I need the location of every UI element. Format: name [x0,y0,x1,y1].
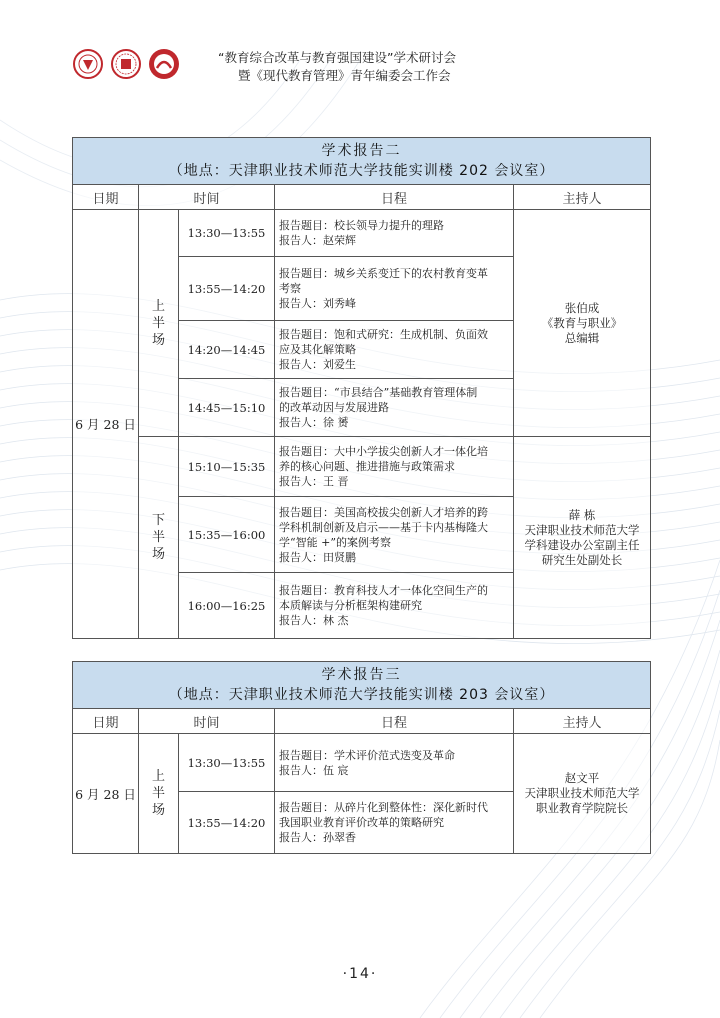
page-number: ·14· [342,966,378,982]
session-agenda [275,497,514,573]
agenda-line: 报告题目：大中小学拔尖创新人才一体化培 [279,445,488,458]
report2-title-row [73,138,651,185]
report3-title-cell [73,662,651,709]
report3-morning-label [139,734,179,854]
agenda-line: 的改革动因与发展进路 [279,401,389,414]
table-row [73,734,651,792]
session-agenda [275,792,514,854]
report2-table [72,137,651,639]
agenda-line: 报告题目：学术评价范式迭变及革命 [279,748,455,762]
host-line: 张伯成 [564,300,600,315]
report2-column-headers [73,185,651,210]
column-date: 日期 [73,709,139,734]
column-date: 日期 [73,185,139,210]
host-line: 赵文平 [564,771,600,785]
host-line: 学科建设办公室副主任 [524,537,640,552]
agenda-line: 学科机制创新及启示——基于卡内基梅隆大 [279,520,488,534]
session-time: 13:30—13:55 [179,210,275,257]
session-agenda [275,257,514,321]
agenda-line: 报告题目：美国高校拔尖创新人才培养的跨 [279,505,488,519]
session-agenda [275,437,514,497]
report2-host-morning [514,210,651,437]
session-time: 14:20—14:45 [179,321,275,379]
host-line: 天津职业技术师范大学 [524,786,640,800]
column-agenda: 日程 [275,185,514,210]
agenda-line: 报告人：刘秀峰 [279,297,356,310]
session-time: 13:55—14:20 [179,257,275,321]
agenda-line: 报告题目：饱和式研究：生成机制、负面效 [279,328,488,341]
report3-host [514,734,651,854]
session-agenda [275,379,514,437]
agenda-line: 报告题目：城乡关系变迁下的农村教育变革 [279,267,488,280]
report2-morning-label [139,210,179,437]
session-time: 13:55—14:20 [179,792,275,854]
agenda-line: 报告人：刘爱生 [279,358,356,371]
agenda-line: 报告题目：校长领导力提升的理路 [279,219,444,232]
red-emblem-logo-icon [148,48,180,80]
session-time: 14:45—15:10 [179,379,275,437]
agenda-line: 报告人：赵荣辉 [279,234,356,247]
agenda-line: 报告题目：从碎片化到整体性：深化新时代 [279,801,488,814]
report3-date: 6 月 28 日 [73,734,139,854]
report2-afternoon-label [139,437,179,639]
agenda-line: 报告人：王 晋 [279,475,349,488]
agenda-line: 应及其化解策略 [279,343,356,356]
afternoon-char-3: 场 [151,547,165,562]
report2-title: 学术报告二 [321,143,402,159]
column-host: 主持人 [514,709,651,734]
session-time: 16:00—16:25 [179,573,275,639]
agenda-line: 报告人：林 杰 [279,614,349,627]
agenda-line: 报告人：徐 赟 [279,416,349,429]
column-agenda: 日程 [275,709,514,734]
morning-char-2: 半 [151,315,165,331]
column-host: 主持人 [514,185,651,210]
report2-date: 6 月 28 日 [73,210,139,639]
report3-table [72,661,651,854]
agenda-line: 养的核心问题、推进措施与政策需求 [279,460,455,473]
report3-title: 学术报告三 [321,667,402,683]
red-seal-logo-icon [72,48,104,80]
table-row [73,210,651,257]
agenda-line: 报告题目：教育科技人才一体化空间生产的 [279,584,488,597]
column-time: 时间 [139,709,275,734]
red-circle-logo-icon [110,48,142,80]
conference-title: “教育综合改革与教育强国建设”学术研讨会 [218,50,456,65]
column-time: 时间 [139,185,275,210]
session-time: 13:30—13:55 [179,734,275,792]
agenda-line: 报告题目：“市县结合”基础教育管理体制 [279,386,478,399]
table-row [73,437,651,497]
page-header [70,44,670,94]
host-line: 总编辑 [564,330,600,345]
session-time: 15:35—16:00 [179,497,275,573]
afternoon-char-2: 半 [151,530,165,545]
agenda-line: 我国职业教育评价改革的策略研究 [279,816,444,829]
host-line: 《教育与职业》 [541,315,623,330]
session-agenda [275,734,514,792]
morning-char-1: 上 [151,298,165,314]
conference-subtitle: 暨《现代教育管理》青年编委会工作会 [238,68,451,83]
agenda-line: 考察 [279,282,301,295]
agenda-line: 报告人：伍 宸 [279,763,349,777]
session-agenda [275,573,514,639]
session-time: 15:10—15:35 [179,437,275,497]
morning-char-3: 场 [151,332,165,348]
host-line: 天津职业技术师范大学 [524,522,640,537]
host-line: 职业教育学院院长 [536,801,629,815]
morning-char-2: 半 [151,786,165,801]
morning-char-3: 场 [151,803,165,818]
agenda-line: 本质解读与分析框架构建研究 [279,599,422,612]
session-agenda [275,210,514,257]
report3-column-headers [73,709,651,734]
session-agenda [275,321,514,379]
agenda-line: 学“智能 +”的案例考察 [279,535,391,549]
report3-location: （地点：天津职业技术师范大学技能实训楼 203 会议室） [168,687,555,703]
host-line: 研究生处副处长 [541,552,623,567]
report2-host-afternoon [514,437,651,639]
afternoon-char-1: 下 [151,513,165,528]
report3-title-row [73,662,651,709]
agenda-line: 报告人：孙翠香 [279,831,356,844]
host-line: 薛 栋 [568,507,596,522]
report2-location: （地点：天津职业技术师范大学技能实训楼 202 会议室） [168,163,555,179]
report2-title-cell [73,138,651,185]
morning-char-1: 上 [151,769,165,784]
agenda-line: 报告人：田贤鹏 [279,550,356,564]
